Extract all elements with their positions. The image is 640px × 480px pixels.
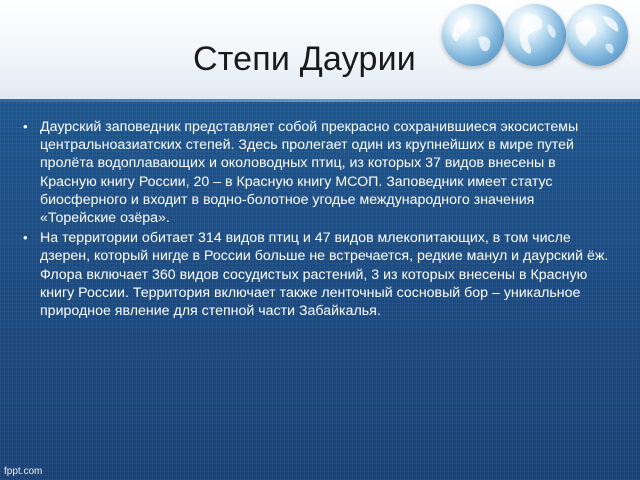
bullet-marker: • [23,230,28,246]
header-divider [0,99,640,102]
slide-title: Степи Даурии [193,40,416,78]
bullet-marker: • [23,119,28,134]
globe-icon [442,4,504,66]
globe-icon [566,4,628,66]
bullet-list [23,118,610,322]
globe-icon [504,4,566,66]
watermark: fppt.com [4,466,43,477]
bullet-item [23,229,610,320]
bullet-text: На территории обитает 314 видов птиц и 47 видов млекопитающих, в том числе дзерен, который нигде в России больше не встречается, редкие манул и даурский ёж. Флора включает 360 видов сосудистых растений, 3 из которых внесены в Красную книгу России. Территория включает также ленточный сосновый бор – уникальное природное явление для степной части Забайкалья. [40,230,609,320]
bullet-item [23,118,610,227]
bullet-text: Даурский заповедник представляет собой прекрасно сохранившиеся экосистемы центральноазиатских степей. Здесь пролегает один из крупнейших в мире путей пролёта водоплавающих и околоводных птиц, из которых 37 видов внесены в Красную книгу России, 20 – в Красную книгу МСОП. Заповедник имеет статус биосферного и входит в водно-болотное угодье международного значения «Торейские озёра». [40,119,579,227]
